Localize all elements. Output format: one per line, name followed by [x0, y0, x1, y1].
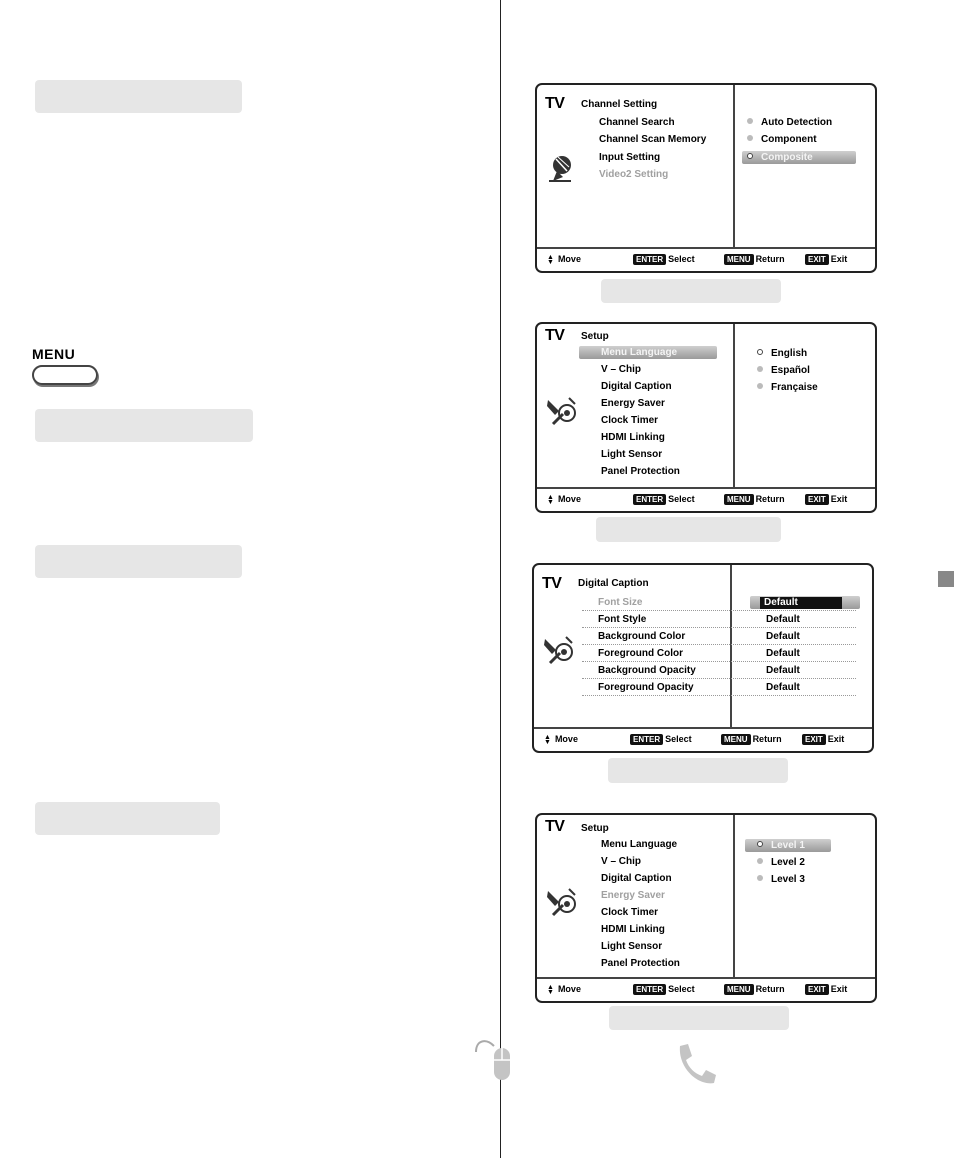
- move-hint: ▲ ▼ Move: [547, 253, 581, 266]
- tv-logo: TV: [545, 327, 565, 344]
- value-dropdown-selected[interactable]: Default: [760, 597, 842, 609]
- caption-placeholder-4: [609, 1006, 789, 1030]
- menu-item[interactable]: Energy Saver: [601, 398, 665, 409]
- option-label: Level 1: [771, 840, 805, 851]
- menu-item[interactable]: HDMI Linking: [601, 924, 665, 935]
- menu-item[interactable]: Video2 Setting: [599, 169, 669, 180]
- screen-divider: [733, 815, 735, 977]
- value-item[interactable]: Default: [766, 648, 800, 659]
- screen-divider: [733, 324, 735, 487]
- menu-item[interactable]: Clock Timer: [601, 415, 659, 426]
- select-hint: ENTER Select: [630, 734, 692, 745]
- value-item[interactable]: Default: [766, 614, 800, 625]
- menu-remote-button[interactable]: [32, 346, 98, 385]
- option-item[interactable]: [747, 117, 832, 128]
- updown-arrow-icon: ▲ ▼: [547, 253, 554, 266]
- menu-item[interactable]: Clock Timer: [601, 907, 659, 918]
- tools-icon: [545, 885, 579, 919]
- option-item-selected[interactable]: [757, 840, 805, 851]
- option-item[interactable]: [757, 874, 805, 885]
- option-label: Component: [761, 134, 817, 145]
- menu-item[interactable]: Foreground Opacity: [598, 682, 694, 693]
- menu-item[interactable]: Panel Protection: [601, 466, 680, 477]
- menu-item[interactable]: Digital Caption: [601, 873, 672, 884]
- option-label: Level 2: [771, 857, 805, 868]
- row-divider: [582, 627, 856, 628]
- radio-icon: [747, 135, 753, 141]
- menu-item-selected[interactable]: Menu Language: [601, 347, 678, 358]
- mouse-icon: [472, 1038, 512, 1084]
- option-label: Level 3: [771, 874, 805, 885]
- return-hint: MENU Return: [724, 254, 785, 265]
- tools-icon: [542, 633, 576, 667]
- radio-selected-icon: [747, 153, 753, 159]
- radio-selected-icon: [757, 349, 763, 355]
- menu-item[interactable]: Menu Language: [601, 839, 678, 850]
- radio-icon: [757, 366, 763, 372]
- option-label: Auto Detection: [761, 117, 833, 128]
- row-divider: [582, 678, 856, 679]
- menu-item[interactable]: Foreground Color: [598, 648, 683, 659]
- menu-item[interactable]: Font Size: [598, 597, 643, 608]
- row-divider: [582, 644, 856, 645]
- tv-screen-setup-language: [535, 322, 877, 513]
- option-label: Composite: [761, 152, 813, 163]
- heading-placeholder-4: [35, 802, 220, 835]
- tv-logo: TV: [545, 95, 565, 112]
- heading-placeholder-3: [35, 545, 242, 578]
- tv-screen-digital-caption: [532, 563, 874, 753]
- move-hint: ▲ ▼ Move: [544, 733, 578, 746]
- menu-item[interactable]: Light Sensor: [601, 449, 663, 460]
- updown-arrow-icon: ▲ ▼: [547, 493, 554, 506]
- option-label: Español: [771, 365, 810, 376]
- value-item[interactable]: Default: [766, 631, 800, 642]
- option-item[interactable]: [757, 382, 818, 393]
- menu-item[interactable]: HDMI Linking: [601, 432, 665, 443]
- phone-icon: [674, 1042, 718, 1088]
- move-hint: ▲ ▼ Move: [547, 983, 581, 996]
- option-item[interactable]: [747, 134, 817, 145]
- screen-divider: [733, 85, 735, 247]
- radio-selected-icon: [757, 841, 763, 847]
- caption-placeholder-1: [601, 279, 781, 303]
- tv-logo: TV: [542, 575, 562, 592]
- screen-title: Setup: [581, 331, 609, 342]
- tv-screen-channel-setting: [535, 83, 877, 273]
- tv-screen-energy-saver: [535, 813, 877, 1003]
- option-item[interactable]: [757, 365, 810, 376]
- caption-placeholder-2: [596, 517, 781, 542]
- screen-footer: [537, 977, 875, 1002]
- select-hint: ENTER Select: [633, 494, 695, 505]
- menu-item[interactable]: Font Style: [598, 614, 647, 625]
- screen-footer: [537, 487, 875, 512]
- tools-icon: [545, 394, 579, 428]
- heading-placeholder-1: [35, 80, 242, 113]
- screen-title: Channel Setting: [581, 99, 658, 110]
- menu-item[interactable]: Light Sensor: [601, 941, 663, 952]
- menu-item[interactable]: Input Setting: [599, 152, 661, 163]
- radio-icon: [757, 858, 763, 864]
- value-item[interactable]: Default: [766, 665, 800, 676]
- row-divider: [582, 661, 856, 662]
- page-margin-line: [500, 0, 501, 1158]
- heading-placeholder-2: [35, 409, 253, 442]
- menu-item[interactable]: Energy Saver: [601, 890, 665, 901]
- menu-item[interactable]: Background Opacity: [598, 665, 696, 676]
- caption-placeholder-3: [608, 758, 788, 783]
- row-divider: [582, 610, 856, 611]
- menu-item[interactable]: V – Chip: [601, 856, 642, 867]
- menu-item[interactable]: Panel Protection: [601, 958, 680, 969]
- updown-arrow-icon: ▲ ▼: [544, 733, 551, 746]
- menu-item[interactable]: V – Chip: [601, 364, 642, 375]
- screen-footer: [534, 727, 872, 752]
- value-item[interactable]: Default: [766, 682, 800, 693]
- select-hint: ENTER Select: [633, 254, 695, 265]
- row-divider: [582, 695, 856, 696]
- menu-item[interactable]: Background Color: [598, 631, 686, 642]
- return-hint: MENU Return: [721, 734, 782, 745]
- radio-icon: [757, 383, 763, 389]
- screen-divider: [730, 565, 732, 727]
- select-hint: ENTER Select: [633, 984, 695, 995]
- option-label: English: [771, 348, 808, 359]
- option-label: Française: [771, 382, 818, 393]
- menu-item[interactable]: Digital Caption: [601, 381, 672, 392]
- radio-icon: [747, 118, 753, 124]
- menu-item[interactable]: Channel Scan Memory: [599, 134, 707, 145]
- return-hint: MENU Return: [724, 494, 785, 505]
- exit-hint: EXIT Exit: [805, 254, 847, 265]
- screen-title: Digital Caption: [578, 578, 649, 589]
- tv-logo: TV: [545, 818, 565, 835]
- return-hint: MENU Return: [724, 984, 785, 995]
- exit-hint: EXIT Exit: [802, 734, 844, 745]
- menu-key-shape: [32, 365, 98, 385]
- menu-key-label: MENU: [32, 346, 76, 362]
- move-hint: ▲ ▼ Move: [547, 493, 581, 506]
- section-tab-marker: [938, 571, 954, 587]
- updown-arrow-icon: ▲ ▼: [547, 983, 554, 996]
- exit-hint: EXIT Exit: [805, 494, 847, 505]
- screen-footer: [537, 247, 875, 272]
- screen-title: Setup: [581, 823, 609, 834]
- option-item-selected[interactable]: [747, 152, 813, 163]
- option-item-selected[interactable]: [757, 348, 807, 359]
- exit-hint: EXIT Exit: [805, 984, 847, 995]
- option-item[interactable]: [757, 857, 805, 868]
- satellite-dish-icon: [545, 153, 575, 183]
- radio-icon: [757, 875, 763, 881]
- menu-item[interactable]: Channel Search: [599, 117, 675, 128]
